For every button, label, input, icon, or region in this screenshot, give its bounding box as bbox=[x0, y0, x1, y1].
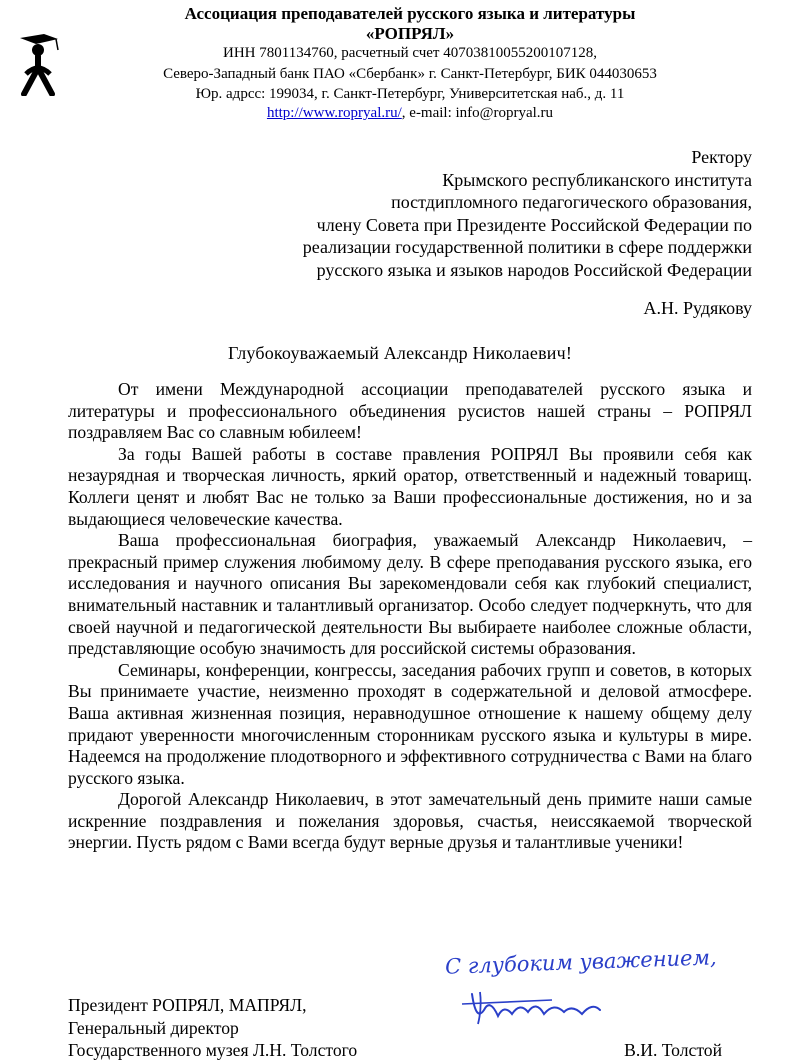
letter-body bbox=[68, 379, 752, 854]
body-paragraph: Ваша профессиональная биография, уважаемый Александр Николаевич, – прекрасный пример служения любимому делу. В сфере преподавания русского языка, его исследования и научного описания Вы зарекомендовали себя как глубокий специалист, внимательный наставник и талантливый организатор. Особо следует подчеркнуть, что для своей научной и педагогической деятельности Вы выбираете наиболее сложные области, представляющие особую значимость для российской системы образования. bbox=[68, 530, 752, 659]
signatory-title bbox=[68, 994, 357, 1062]
addressee-line: Ректору bbox=[691, 147, 752, 167]
signer-name: В.И. Толстой bbox=[624, 1040, 722, 1060]
addressee-line: постдипломного педагогического образования, bbox=[391, 192, 752, 212]
signatory-title-line: Генеральный директор bbox=[68, 1017, 239, 1038]
ropryal-logo-icon bbox=[14, 34, 64, 96]
recipient-name: А.Н. Рудякову bbox=[643, 298, 752, 318]
org-details-address: Юр. адрсс: 199034, г. Санкт-Петербург, Университетская наб., д. 11 bbox=[195, 86, 625, 102]
addressee-line: реализации государственной политики в сфере поддержки bbox=[302, 237, 752, 257]
addressee-line: русского языка и языков народов Российской Федерации bbox=[316, 259, 752, 280]
handwritten-note: С глубоким уважением, bbox=[444, 945, 717, 979]
org-name-line2: «РОПРЯЛ» bbox=[365, 24, 455, 43]
signatory-title-line: Президент РОПРЯЛ, МАПРЯЛ, bbox=[68, 995, 307, 1015]
salutation: Глубокоуважаемый Александр Николаевич! bbox=[227, 343, 573, 363]
addressee-line: члену Совета при Президенте Российской Федерации по bbox=[316, 214, 752, 235]
org-name bbox=[130, 4, 690, 44]
body-paragraph: За годы Вашей работы в составе правления РОПРЯЛ Вы проявили себя как незаурядная и творческая личность, яркий оратор, ответственный и надежный товарищ. Коллеги ценят и любят Вас не только за Ваши профессиональные достижения, но и за выдающиеся человеческие качества. bbox=[68, 443, 752, 529]
handwritten-signature bbox=[432, 944, 772, 1034]
signatory-title-line: Государственного музея Л.Н. Толстого bbox=[68, 1040, 358, 1060]
addressee-block bbox=[232, 146, 752, 281]
website-link[interactable]: http://www.ropryal.ru/ bbox=[266, 105, 402, 121]
org-details-tax: ИНН 7801134760, расчетный счет 40703810055200107128, bbox=[223, 45, 597, 61]
email-text: , e-mail: info@ropryal.ru bbox=[401, 105, 554, 121]
addressee-line: Крымского республиканского института bbox=[442, 169, 752, 190]
body-paragraph: Дорогой Александр Николаевич, в этот замечательный день примите наши самые искренние поздравления и пожелания здоровья, счастья, неиссякаемой творческой энергии. Пусть рядом с Вами всегда будут верные друзья и талантливые ученики! bbox=[68, 789, 752, 853]
org-contacts bbox=[130, 104, 690, 122]
org-name-line1: Ассоциация преподавателей русского языка и литературы bbox=[184, 4, 636, 23]
org-details-bank: Северо-Западный банк ПАО «Сбербанк» г. Санкт-Петербург, БИК 044030653 bbox=[163, 66, 657, 82]
body-paragraph: Семинары, конференции, конгрессы, заседания рабочих групп и советов, в которых Вы принимаете участие, неизменно проходят в содержательной и деловой атмосфере. Ваша активная жизненная позиция, неравнодушное отношение к нашему общему делу придают уверенности многочисленным сторонникам русского языка и культуры в мире. Надеемся на продолжение плодотворного и эффективного сотрудничества с Вами на благо русского языка. bbox=[68, 659, 752, 788]
body-paragraph: От имени Международной ассоциации преподавателей русского языка и литературы и профессионального объединения русистов нашей страны – РОПРЯЛ поздравляем Вас со славным юбилеем! bbox=[68, 379, 752, 443]
